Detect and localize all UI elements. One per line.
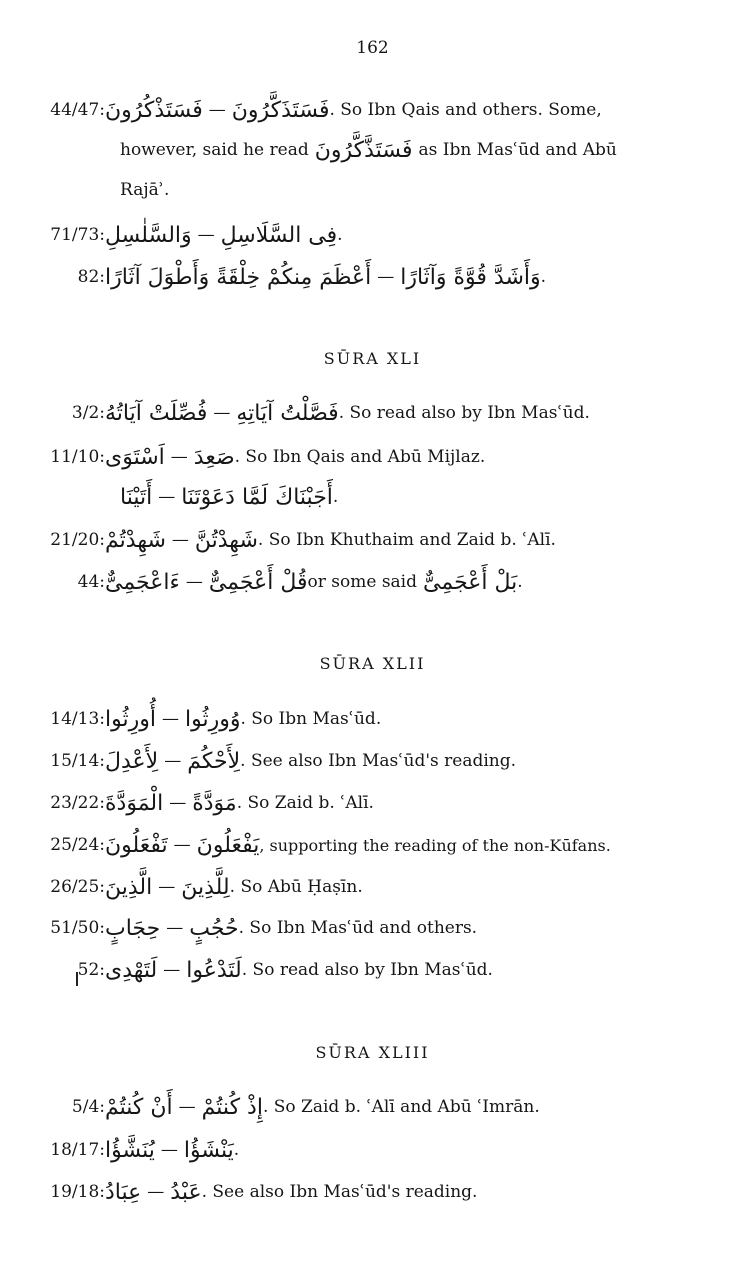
entry-15-14 — [0, 744, 516, 778]
sura-heading: SŪRA XLII — [319, 654, 426, 673]
dash: — — [160, 1140, 178, 1160]
dash: — — [164, 751, 182, 771]
entry-18-17 — [0, 1133, 239, 1167]
note-text: . So Ibn Qais and others. Some, — [329, 100, 602, 120]
note-text: . — [517, 572, 523, 592]
entry-52 — [0, 953, 493, 987]
arabic-reading: اَسْتَوَى — [105, 444, 165, 470]
arabic-reading: الْمَوَدَّةَ — [105, 790, 164, 816]
arabic-variant: فِى السَّلَاسِلِ — [220, 222, 338, 248]
note-text: . So Ibn Masʿūd and others. — [238, 918, 478, 938]
dash: — — [213, 403, 231, 423]
dash: — — [158, 487, 176, 507]
note-text: Rajāʾ. — [120, 180, 170, 200]
arabic-reading: شَهِدْتُمْ — [105, 527, 166, 553]
entry-3-2 — [0, 396, 590, 430]
entry-23-22 — [0, 786, 374, 820]
entry-44-47 — [0, 93, 602, 127]
entry-44-47-cont2 — [120, 173, 169, 207]
entry-11-10-cont — [120, 480, 338, 514]
note-text: . So Ibn Masʿūd. — [240, 709, 382, 729]
dash: — — [171, 530, 189, 550]
note-text: . See also Ibn Masʿūd's reading. — [240, 751, 517, 771]
entry-11-10 — [0, 440, 485, 474]
entry-82 — [0, 260, 546, 294]
verse-ref: 23/22: — [50, 793, 105, 813]
verse-ref: 11/10: — [50, 447, 105, 467]
arabic-variant: إِذْ كُنتُمْ — [201, 1094, 263, 1120]
dash: — — [377, 267, 395, 287]
verse-ref: 5/4: — [71, 1097, 105, 1117]
verse-ref: 14/13: — [50, 709, 105, 729]
entry-21-20 — [0, 523, 556, 557]
entry-25-24 — [0, 828, 611, 862]
dash: — — [185, 572, 203, 592]
note-text: as Ibn Masʿūd and Abū — [418, 140, 617, 160]
arabic-reading: أُورِثُوا — [105, 706, 156, 732]
note-text: . So Zaid b. ʿAlī. — [236, 793, 374, 813]
note-text: . See also Ibn Masʿūd's reading. — [201, 1182, 478, 1202]
note-text: . So Abū Ḥaṣīn. — [229, 877, 363, 897]
verse-ref: 44/47: — [50, 100, 105, 120]
arabic-variant: أَجَبْنَاكَ لَمَّا دَعَوْتَنَا — [181, 484, 333, 510]
arabic-variant: قُلْ أَعْجَمِىٌّ — [208, 569, 308, 595]
verse-ref: 26/25: — [50, 877, 105, 897]
note-text: , supporting the reading of the non-Kūfans. — [259, 835, 611, 855]
verse-ref: 51/50: — [50, 918, 105, 938]
entry-51-50 — [0, 911, 477, 945]
note-text: . — [332, 487, 339, 507]
arabic-reading: الَّذِينَ — [105, 874, 153, 900]
arabic-reading: أَتَيْنَا — [120, 484, 153, 510]
arabic-variant: شَهِدْتُنَّ — [194, 527, 258, 553]
verse-ref: 82: — [77, 267, 105, 287]
note-text: . So Ibn Khuthaim and Zaid b. ʿAlī. — [257, 530, 556, 550]
verse-ref: 44: — [77, 572, 105, 592]
dash: — — [158, 877, 176, 897]
verse-ref: 18/17: — [50, 1140, 105, 1160]
arabic-variant: لَتَدْعُوا — [186, 957, 242, 983]
entry-14-13 — [0, 702, 381, 736]
arabic-reading: ءَاعْجَمِىٌّ — [105, 569, 180, 595]
arabic-variant: فَسَتَذَّكَّرُونَ — [314, 137, 413, 163]
arabic-reading: وَالسَّلٰسِلِ — [105, 222, 192, 248]
arabic-variant: يَفْعَلُونَ — [196, 832, 260, 858]
arabic-variant: عَبْدُ — [170, 1179, 202, 1205]
note-text: or some said — [307, 572, 418, 592]
dash: — — [166, 918, 184, 938]
arabic-variant-alt: بَلْ أَعْجَمِىٌّ — [423, 569, 518, 595]
arabic-reading: لِأَعْدِلَ — [105, 748, 159, 774]
arabic-variant: لِلَّذِينَ — [181, 874, 230, 900]
verse-ref: 21/20: — [50, 530, 105, 550]
entry-44-47-cont — [120, 133, 617, 167]
note-text: . So Zaid b. ʿAlī and Abū ʿImrān. — [262, 1097, 540, 1117]
entry-26-25 — [0, 870, 363, 904]
arabic-reading: فَسَتَذْكُرُونَ — [105, 97, 203, 123]
verse-ref: 19/18: — [50, 1182, 105, 1202]
arabic-reading: فُصِّلَتْ آيَاتُهُ — [105, 400, 208, 426]
dash: — — [197, 225, 215, 245]
dash: — — [163, 960, 181, 980]
arabic-variant: مَوَدَّةً — [192, 790, 237, 816]
note-text: . So read also by Ibn Masʿūd. — [241, 960, 493, 980]
arabic-variant: صَعِدَ — [193, 444, 235, 470]
print-mark — [76, 972, 78, 986]
arabic-variant: وَأَشَدَّ قُوَّةً وَآثَارًا — [400, 264, 541, 290]
arabic-variant: حُجُبٍ — [189, 915, 239, 941]
arabic-variant: فَسَتَذَكَّرُونَ — [231, 97, 330, 123]
dash: — — [173, 835, 191, 855]
dash: — — [169, 793, 187, 813]
entry-44 — [0, 565, 523, 599]
dash: — — [208, 100, 226, 120]
arabic-variant: لِأَحْكُمَ — [187, 748, 241, 774]
verse-ref: 25/24: — [50, 835, 105, 855]
note-text: . — [233, 1140, 240, 1160]
arabic-reading: لَتَهْدِى — [105, 957, 158, 983]
dash: — — [178, 1097, 196, 1117]
arabic-reading: تَفْعَلُونَ — [105, 832, 168, 858]
entry-5-4 — [0, 1090, 540, 1124]
sura-heading: SŪRA XLI — [323, 349, 422, 368]
note-text: . So read also by Ibn Masʿūd. — [338, 403, 590, 423]
note-text: however, said he read — [120, 140, 309, 160]
entry-71-73 — [0, 218, 343, 252]
note-text: . So Ibn Qais and Abū Mijlaz. — [234, 447, 486, 467]
verse-ref: 52: — [77, 960, 105, 980]
arabic-reading: عِبَادُ — [105, 1179, 142, 1205]
arabic-reading: يُنَشَّؤُا — [105, 1137, 155, 1163]
page-number: 162 — [356, 38, 389, 58]
arabic-reading: أَعْظَمَ مِنكُمْ خِلْقَةً وَأَطْوَلَ آثَارًا — [105, 264, 372, 290]
entry-19-18 — [0, 1175, 477, 1209]
note-text: . — [540, 267, 547, 287]
arabic-variant: فَصَّلْتُ آيَاتِهِ — [236, 400, 339, 426]
arabic-reading: حِجَابٍ — [105, 915, 161, 941]
verse-ref: 71/73: — [50, 225, 105, 245]
sura-heading: SŪRA XLIII — [315, 1043, 430, 1062]
verse-ref: 15/14: — [50, 751, 105, 771]
dash: — — [161, 709, 179, 729]
arabic-variant: يَنْشَؤُا — [183, 1137, 234, 1163]
arabic-reading: أَنْ كُنتُمْ — [105, 1094, 173, 1120]
arabic-variant: وُورِثُوا — [184, 706, 241, 732]
dash: — — [170, 447, 188, 467]
note-text: . — [337, 225, 343, 245]
dash: — — [147, 1182, 165, 1202]
verse-ref: 3/2: — [71, 403, 105, 423]
